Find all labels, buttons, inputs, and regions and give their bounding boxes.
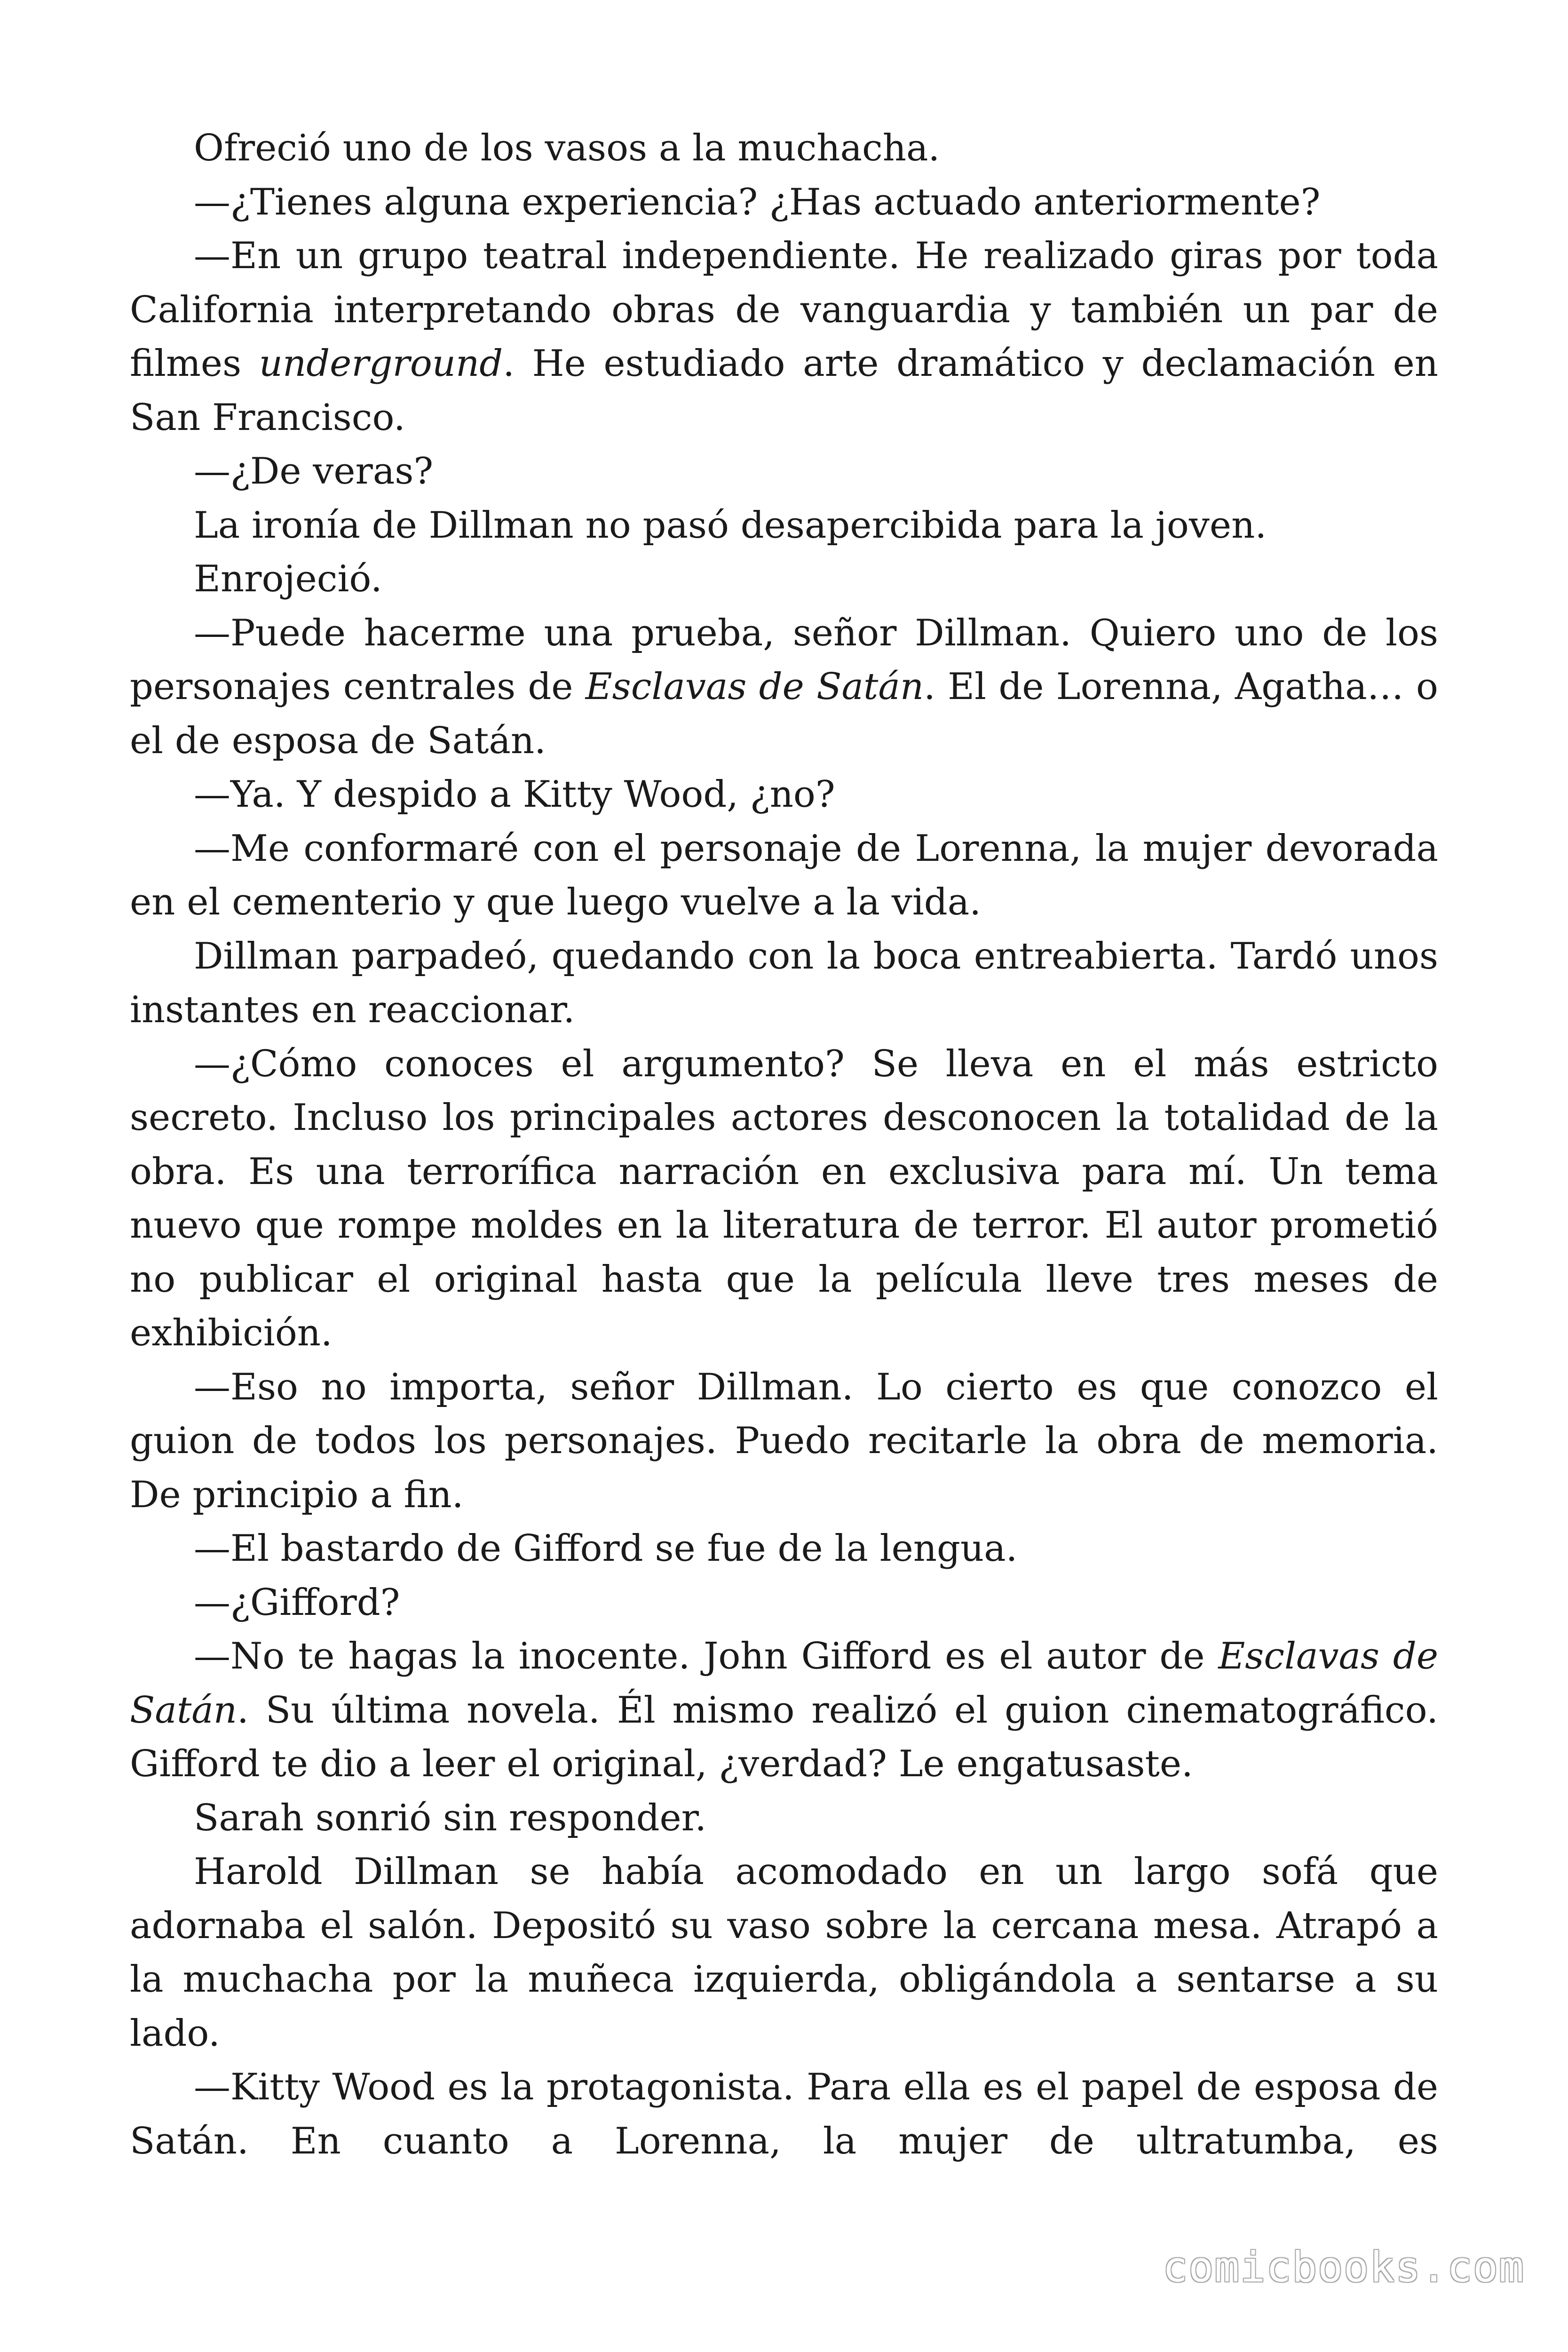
paragraph	[130, 229, 1438, 445]
text-run: —Me conformaré con el personaje de Lorenna, la mujer devorada en el cementerio y que luego vuelve a la vida.	[130, 827, 1438, 923]
text-run: —¿De veras?	[194, 450, 434, 493]
paragraph	[130, 1791, 1438, 1845]
paragraph	[130, 1360, 1438, 1522]
italic-text-run: underground	[259, 342, 503, 385]
paragraph	[130, 445, 1438, 499]
text-run: La ironía de Dillman no pasó desapercibida para la joven.	[194, 504, 1267, 547]
text-run: —¿Gifford?	[194, 1581, 400, 1624]
paragraph	[130, 1576, 1438, 1630]
text-run: Enrojeció.	[194, 558, 382, 600]
text-run: —Kitty Wood es la protagonista. Para ella es el papel de esposa de Satán. En cuanto a Lorenna, la mujer de ultratumba, es	[130, 2066, 1438, 2162]
italic-text-run: Esclavas de Satán	[130, 1635, 1438, 1732]
text-run: . El de Lorenna, Agatha… o el de esposa de Satán.	[130, 666, 1438, 762]
text-run: . Su última novela. Él mismo realizó el guion cinematográfico. Gifford te dio a leer el original, ¿verdad? Le engatusaste.	[130, 1689, 1438, 1785]
text-run: —¿Cómo conoces el argumento? Se lleva en el más estricto secreto. Incluso los principales actores desconocen la totalidad de la obra. Es una terrorífica narración en exclusiva para mí. Un tema nuevo que rompe moldes en la literatura de terror. El autor prometió no publicar el original hasta que la película lleve tres meses de exhibición.	[130, 1042, 1438, 1354]
page-body	[130, 121, 1438, 2168]
paragraph	[130, 1037, 1438, 1360]
paragraph	[130, 499, 1438, 553]
text-run: —¿Tienes alguna experiencia? ¿Has actuado anteriormente?	[194, 181, 1321, 223]
paragraph	[130, 1845, 1438, 2060]
text-run: Dillman parpadeó, quedando con la boca entreabierta. Tardó unos instantes en reaccionar.	[130, 935, 1438, 1031]
paragraph	[130, 606, 1438, 768]
watermark-text: comicbooks.com	[1163, 2243, 1525, 2291]
text-run: —Ya. Y despido a Kitty Wood, ¿no?	[194, 773, 835, 816]
paragraph	[130, 2060, 1438, 2168]
paragraph	[130, 121, 1438, 175]
paragraph	[130, 1629, 1438, 1791]
text-run: —En un grupo teatral independiente. He realizado giras por toda California interpretando obras de vanguardia y también un par de filmes	[130, 235, 1438, 385]
text-run: —Puede hacerme una prueba, señor Dillman. Quiero uno de los personajes centrales de	[130, 612, 1438, 708]
text-run: Ofreció uno de los vasos a la muchacha.	[194, 127, 940, 169]
text-run: —El bastardo de Gifford se fue de la lengua.	[194, 1527, 1018, 1570]
paragraph	[130, 930, 1438, 1037]
italic-text-run: Esclavas de Satán	[585, 666, 924, 708]
text-run: —Eso no importa, señor Dillman. Lo cierto es que conozco el guion de todos los personajes. Puedo recitarle la obra de memoria. De principio a fin.	[130, 1366, 1438, 1516]
paragraph	[130, 768, 1438, 822]
paragraph	[130, 552, 1438, 606]
paragraph	[130, 1522, 1438, 1576]
paragraph	[130, 175, 1438, 230]
text-run: —No te hagas la inocente. John Gifford es el autor de	[194, 1635, 1219, 1677]
text-run: Harold Dillman se había acomodado en un largo sofá que adornaba el salón. Depositó su vaso sobre la cercana mesa. Atrapó a la muchacha por la muñeca izquierda, obligándola a sentarse a su lado.	[130, 1851, 1438, 2055]
text-run: . He estudiado arte dramático y declamación en San Francisco.	[130, 342, 1439, 439]
paragraph	[130, 822, 1438, 930]
text-run: Sarah sonrió sin responder.	[194, 1796, 707, 1839]
